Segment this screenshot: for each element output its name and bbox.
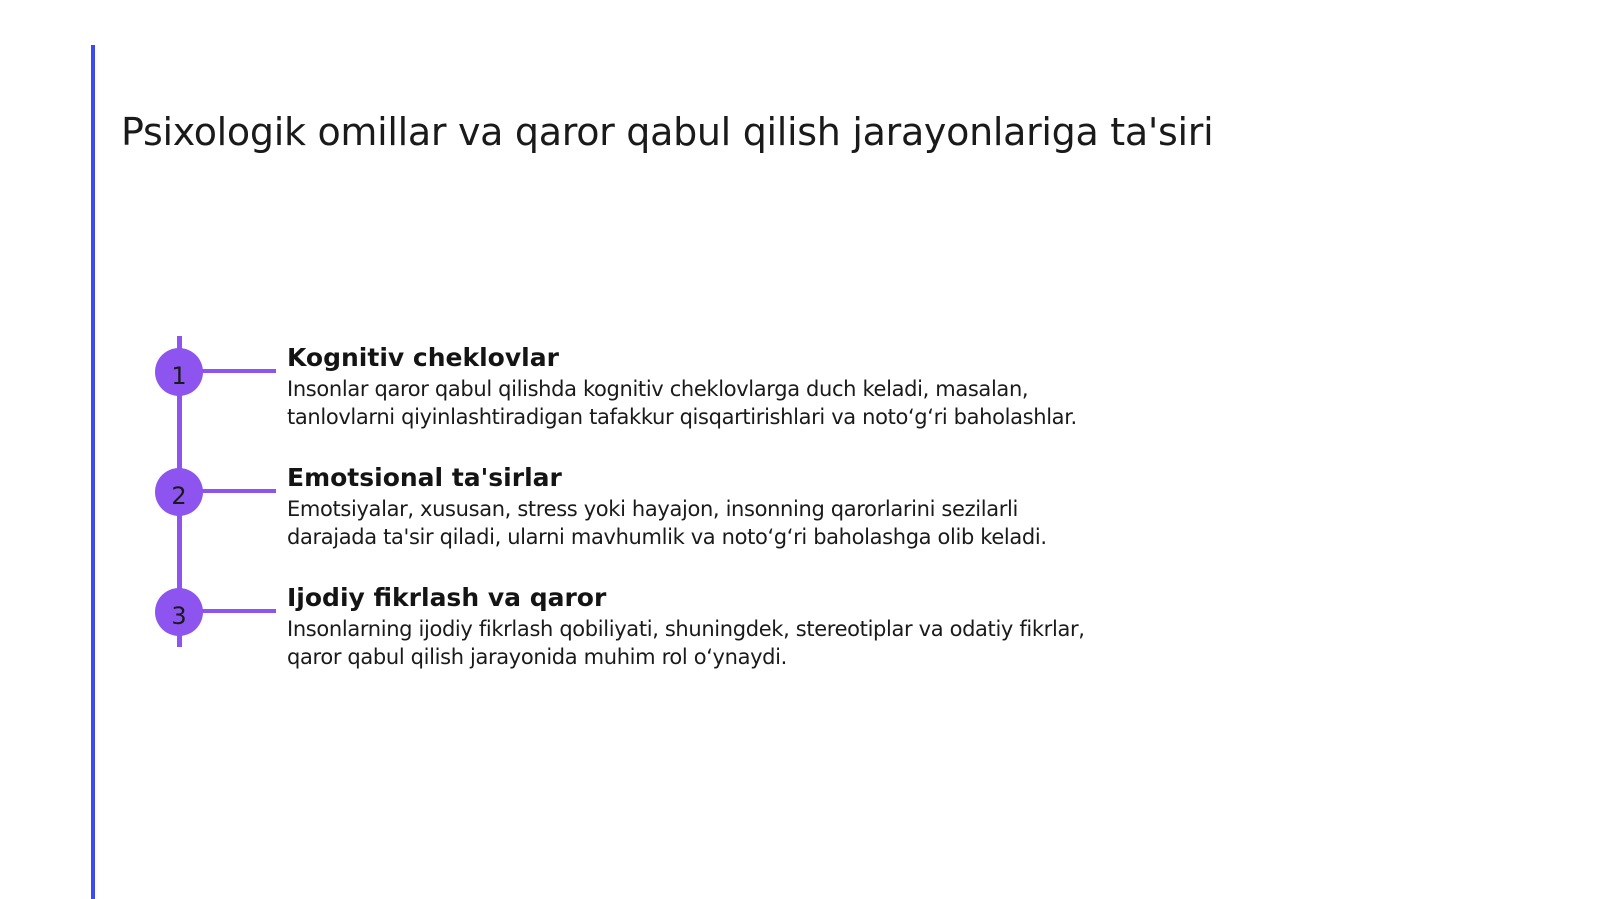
step-1-connector	[200, 369, 276, 373]
step-2-connector	[200, 489, 276, 493]
page-title: Psixologik omillar va qaror qabul qilish jarayonlariga ta'siri	[121, 110, 1214, 154]
step-3	[287, 581, 1107, 671]
step-3-marker: 3	[155, 588, 203, 636]
step-2-description: Emotsiyalar, xususan, stress yoki hayajon, insonning qarorlarini sezilarli darajada ta'sir qiladi, ularni mavhumlik va noto‘g‘ri baholashga olib keladi.	[287, 497, 1047, 549]
step-3-title: Ijodiy fikrlash va qaror	[287, 583, 607, 612]
step-3-connector	[200, 609, 276, 613]
step-1	[287, 341, 1107, 431]
step-1-title: Kognitiv cheklovlar	[287, 343, 559, 372]
step-2-title: Emotsional ta'sirlar	[287, 463, 562, 492]
step-1-description: Insonlar qaror qabul qilishda kognitiv cheklovlarga duch keladi, masalan, tanlovlarni qiyinlashtiradigan tafakkur qisqartirishlari va noto‘g‘ri baholashlar.	[287, 377, 1077, 429]
step-3-description: Insonlarning ijodiy fikrlash qobiliyati, shuningdek, stereotiplar va odatiy fikrlar, qaror qabul qilish jarayonida muhim rol o‘ynaydi.	[287, 617, 1085, 669]
step-2-marker: 2	[155, 468, 203, 516]
step-1-marker: 1	[155, 348, 203, 396]
step-2	[287, 461, 1107, 551]
